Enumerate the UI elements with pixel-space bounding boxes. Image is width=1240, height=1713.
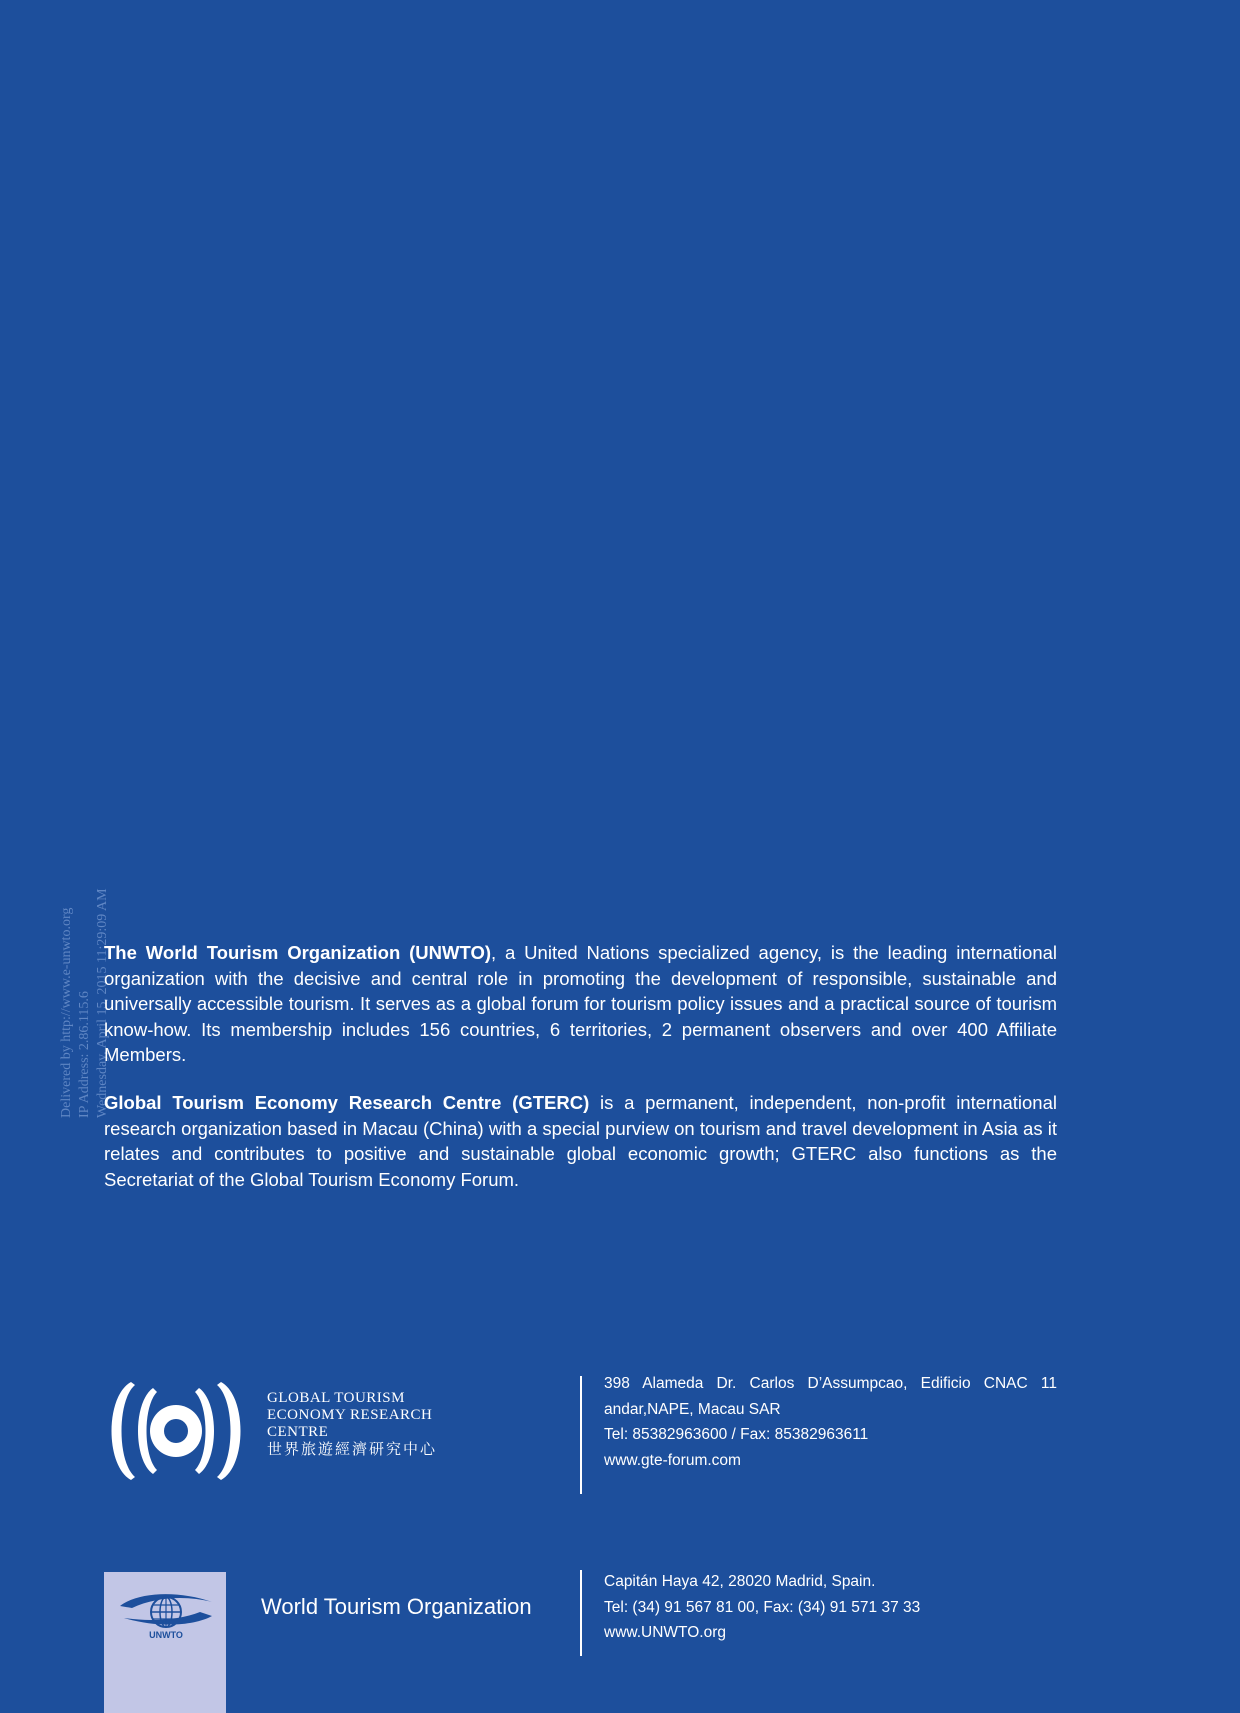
gterc-name-line-3: CENTRE [267, 1424, 329, 1440]
unwto-website-link[interactable]: www.UNWTO.org [604, 1624, 727, 1641]
gterc-name-line-1: GLOBAL TOURISM [267, 1390, 405, 1406]
watermark-ip-line: IP Address: 2.86.115.6 [77, 991, 92, 1118]
gterc-contact-divider [580, 1376, 582, 1494]
gterc-wordmark [267, 1390, 437, 1459]
unwto-org-name: World Tourism Organization [261, 1594, 532, 1619]
gterc-logo-icon [103, 1380, 249, 1482]
unwto-address: Capitán Haya 42, 28020 Madrid, Spain. [604, 1573, 876, 1590]
gterc-description-paragraph [104, 1090, 1057, 1192]
watermark-delivered-line: Delivered by http://www.e-unwto.org [59, 907, 74, 1118]
unwto-logo-text: UNWTO [149, 1630, 183, 1640]
gterc-website-link[interactable]: www.gte-forum.com [604, 1451, 741, 1469]
gterc-phone: Tel: 85382963600 / Fax: 85382963611 [604, 1426, 869, 1443]
gterc-description-text: is a permanent, independent, non-profit international research organization based in Macau (China) with a special purview on tourism and travel development in Asia as it relates and contributes to positive and sustainable global economic growth; GTERC also functions as the Secretariat of the Global Tourism Economy Forum. [104, 1092, 1057, 1190]
unwto-contact-divider [580, 1570, 582, 1656]
unwto-logo-box [104, 1572, 226, 1713]
gterc-name-line-2: ECONOMY RESEARCH [267, 1407, 433, 1423]
gterc-name-bold: Global Tourism Economy Research Centre (GTERC) [104, 1092, 590, 1113]
unwto-contact-info [604, 1569, 1057, 1646]
gterc-address-line-1: 398 Alameda Dr. Carlos D’Assumpcao, Edificio CNAC 11 [604, 1375, 1057, 1392]
unwto-phone: Tel: (34) 91 567 81 00, Fax: (34) 91 571 37 33 [604, 1598, 921, 1616]
unwto-globe-icon [118, 1588, 214, 1640]
gterc-name-chinese: 世界旅遊經濟研究中心 [267, 1442, 438, 1458]
unwto-name-bold: The World Tourism Organization (UNWTO) [104, 942, 491, 963]
watermark-date-line: Wednesday, April 15, 2015 11:29:09 AM [95, 888, 110, 1118]
unwto-description-paragraph [104, 940, 1057, 1068]
unwto-description-text: , a United Nations specialized agency, is the leading international organization with the decisive and central role in promoting the development of responsible, sustainable and universally accessible tourism. It serves as a global forum for tourism policy issues and a practical source of tourism know-how. Its membership includes 156 countries, 6 territories, 2 permanent observers and over 400 Affiliate Members. [104, 942, 1058, 1065]
gterc-address-line-2: andar,NAPE, Macau SAR [604, 1400, 781, 1418]
gterc-contact-info [604, 1371, 1057, 1473]
